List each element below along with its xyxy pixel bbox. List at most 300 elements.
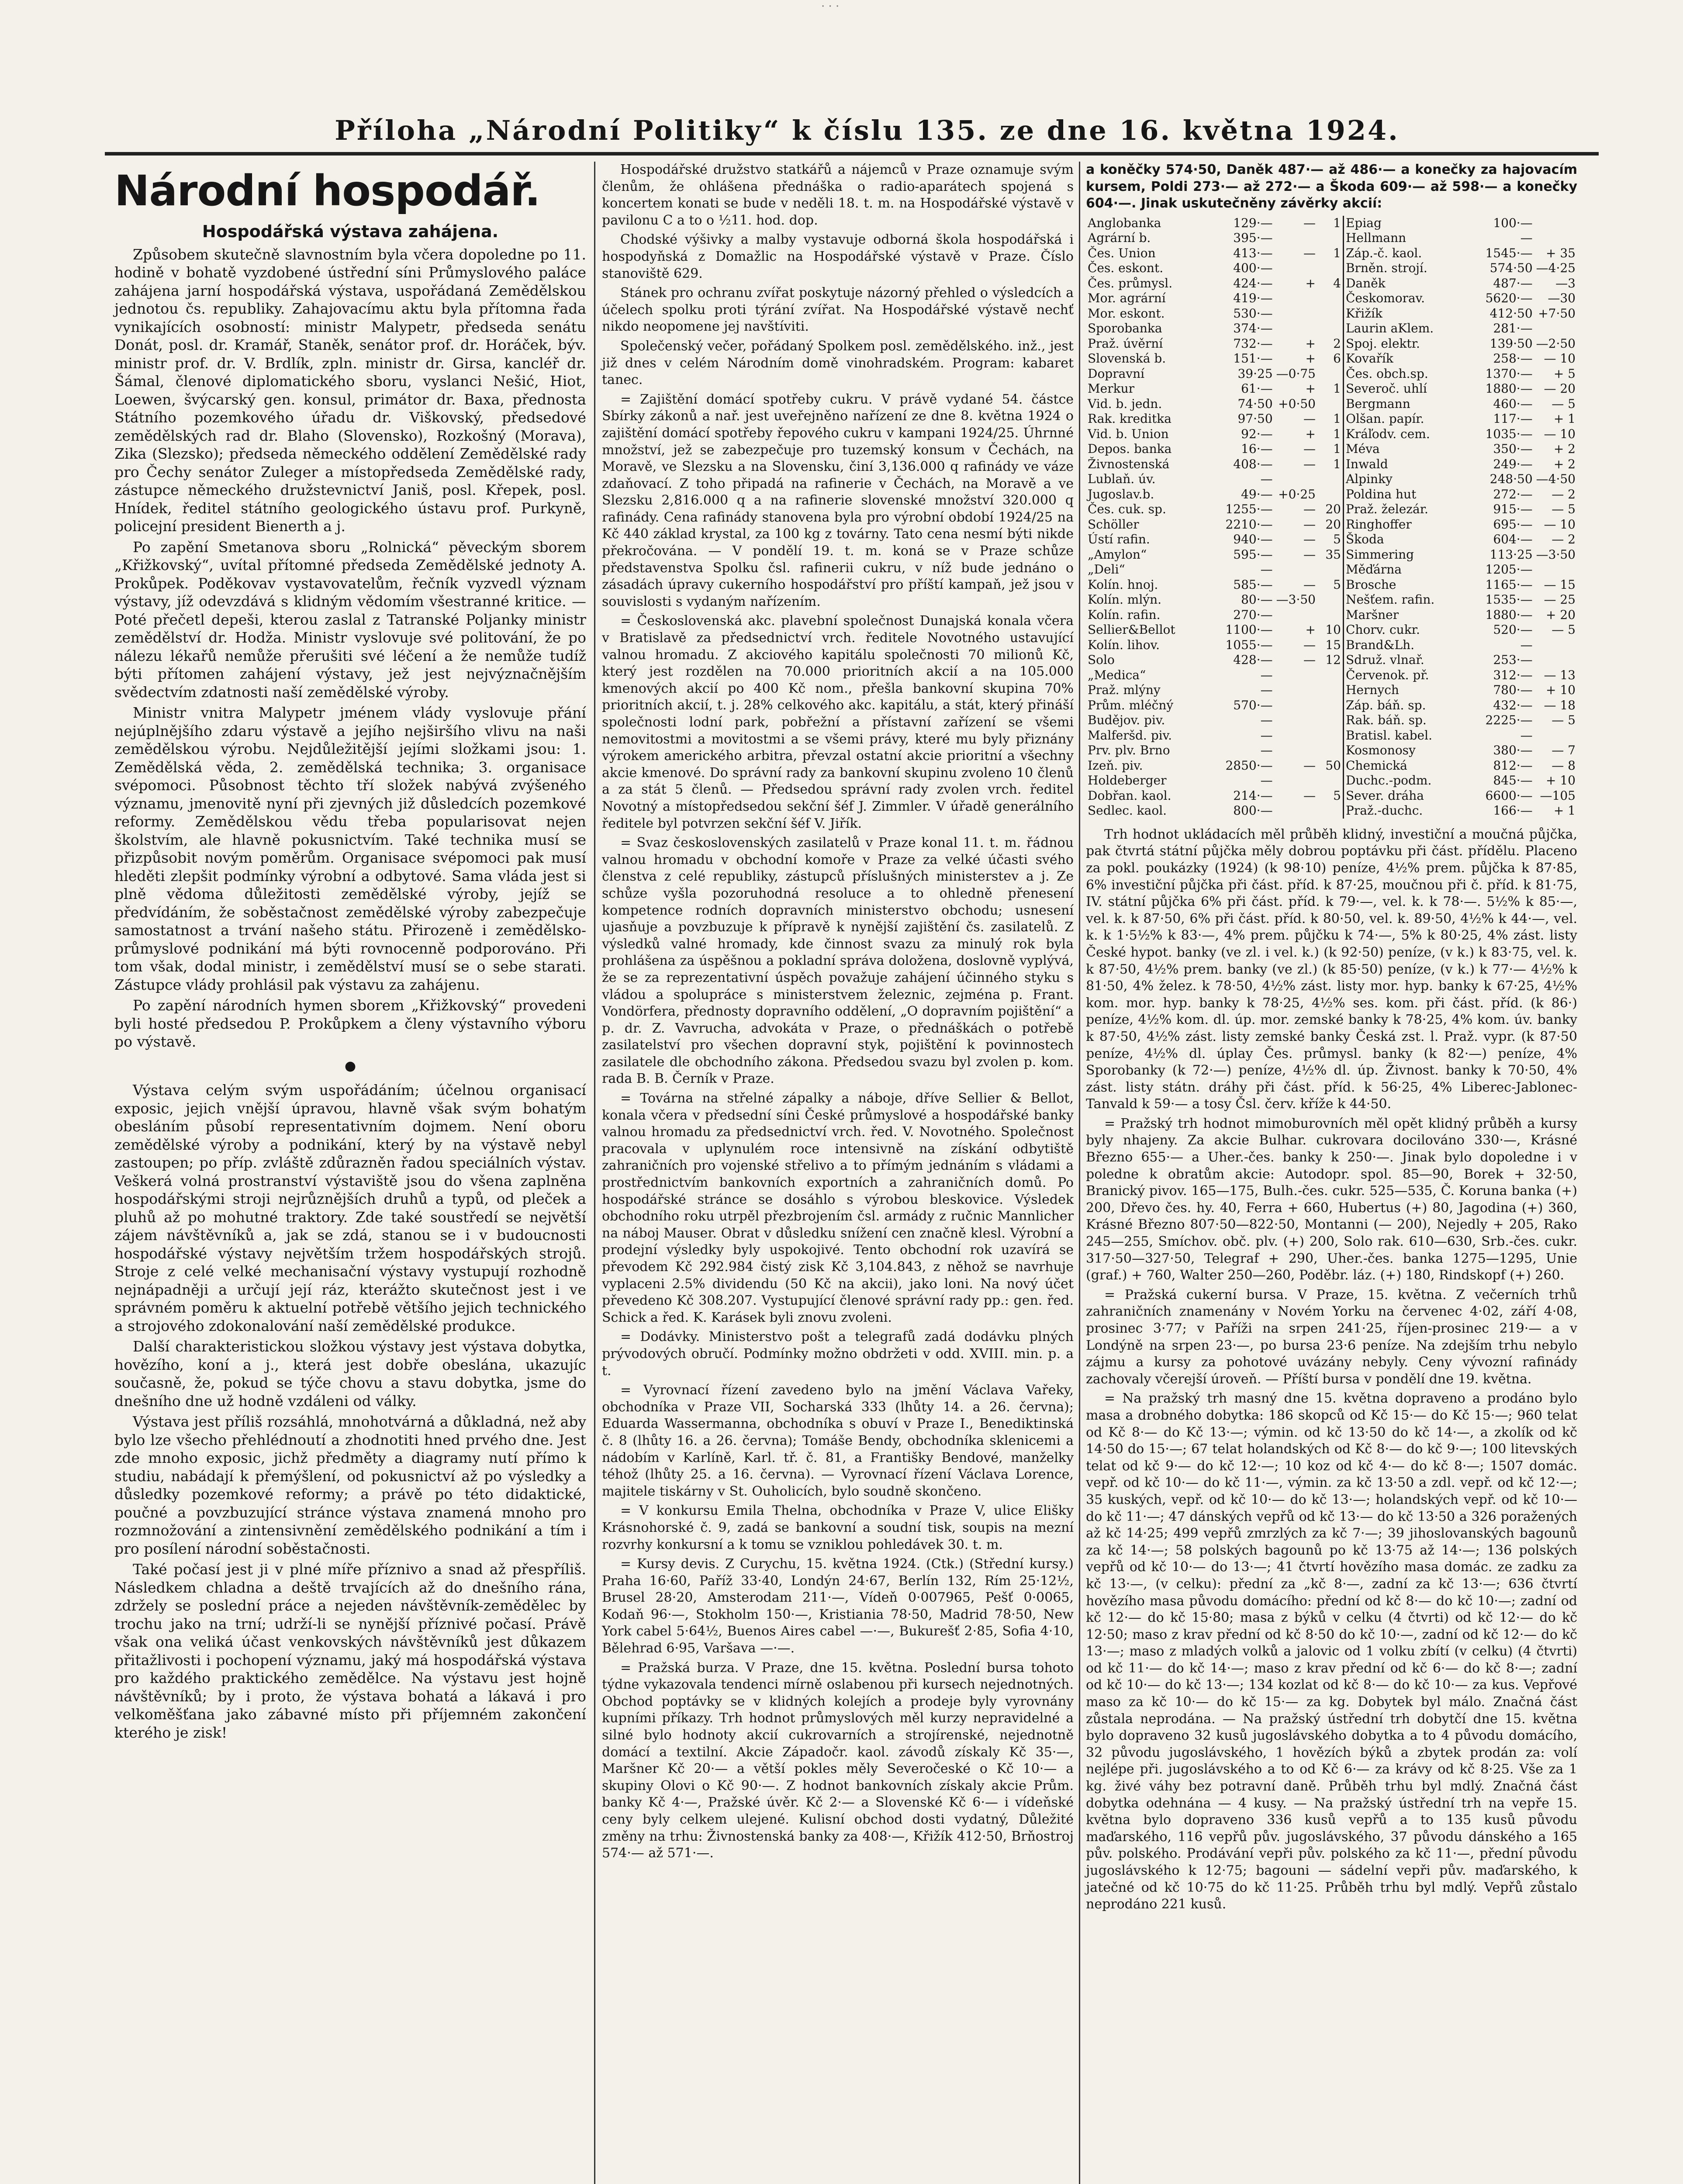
quote-row bbox=[1086, 577, 1577, 593]
quote-change-sign: — bbox=[1303, 502, 1316, 517]
quote-change-value: +7·50 bbox=[1538, 306, 1576, 321]
quote-price: — bbox=[1260, 728, 1273, 743]
quote-company-name: Měďárna bbox=[1345, 562, 1402, 577]
quote-company-name: Kovařík bbox=[1345, 351, 1393, 366]
quote-company-name: Červenok. př. bbox=[1345, 667, 1429, 682]
quote-price: 1055·— bbox=[1225, 637, 1273, 652]
quote-change-value bbox=[1317, 321, 1344, 336]
quote-company-name: Prům. mléčný bbox=[1088, 698, 1174, 712]
quote-change-value: 20 bbox=[1317, 502, 1344, 517]
quote-company-name: Daněk bbox=[1345, 276, 1386, 290]
quote-change-value bbox=[1534, 562, 1577, 577]
quote-price: 92·— bbox=[1241, 426, 1273, 441]
article-paragraph: Také počasí jest ji v plné míře příznivo a snad až přespříliš. Následkem chladna a deště trvajících až do dnešního rána, zdržely se poslední práce a nejeden návštěvník-zemědělec by trochu jako na trní; udrží-li se nynější příznivé počasí. Právě však ona veliká účast venkovských návštěvníků jest důkazem přitažlivosti i pochopení významu, jaký má hospodářská výstava pro každého praktického zemědělce. Na výstavu jest hojně návštěvníků; by i proto, že výstava bohatá a lákavá i pro velkoměšťana jako zábavné místo při příjemném zakončení kterého je zisk! bbox=[114, 1561, 586, 1741]
quote-price: 248·50 bbox=[1489, 472, 1533, 487]
quote-company-name: Maršner bbox=[1345, 607, 1399, 622]
quote-row bbox=[1086, 351, 1577, 366]
quote-company-name: Brněn. strojí. bbox=[1345, 261, 1427, 276]
quote-price: 80·— bbox=[1241, 592, 1273, 607]
quote-change-sign bbox=[1275, 803, 1317, 819]
quote-company-name: Praž.-duchc. bbox=[1345, 803, 1423, 818]
quote-change-value: — 7 bbox=[1552, 743, 1576, 758]
quote-price: 139·50 bbox=[1489, 336, 1533, 351]
quote-row bbox=[1086, 276, 1577, 291]
quote-row bbox=[1086, 381, 1577, 397]
quote-change-value bbox=[1317, 366, 1344, 382]
quote-price: 166·— bbox=[1493, 803, 1533, 818]
quote-row bbox=[1086, 743, 1577, 758]
quote-change-sign: — bbox=[1303, 637, 1316, 652]
quote-company-name: Budějov. piv. bbox=[1088, 713, 1165, 728]
quote-price: 151·— bbox=[1233, 351, 1273, 366]
quote-change-value bbox=[1317, 803, 1344, 819]
quote-change-sign: +0·50 bbox=[1278, 396, 1316, 411]
quote-company-name: Rak. báň. sp. bbox=[1345, 713, 1427, 728]
quote-company-name: Kolín. hnoj. bbox=[1088, 577, 1158, 592]
quote-price: 780·— bbox=[1493, 683, 1533, 698]
quote-company-name: Brosche bbox=[1345, 577, 1396, 592]
page-fold-mark: · · · bbox=[821, 0, 840, 13]
quote-change-value: + 1 bbox=[1553, 803, 1576, 818]
quote-row bbox=[1086, 638, 1577, 653]
quote-price: — bbox=[1260, 773, 1273, 788]
quote-change-sign: — bbox=[1303, 245, 1316, 260]
quote-price: — bbox=[1260, 713, 1273, 728]
quote-change-value bbox=[1317, 773, 1344, 788]
news-item: Hospodářské družstvo statkářů a nájemců v Praze oznamuje svým členům, že ohlášena přednáška o radio-aparátech spojená s koncertem konati se bude v neděli 18. t. m. na Hospodářské výstavě v pavilonu C a to o ½11. hod. dop. bbox=[602, 162, 1074, 228]
quote-company-name: Křižík bbox=[1345, 306, 1382, 321]
quote-price: 419·— bbox=[1233, 291, 1273, 306]
section-title: Národní hospodář. bbox=[114, 166, 540, 215]
quote-row bbox=[1086, 291, 1577, 306]
quote-price: 604·— bbox=[1493, 532, 1533, 547]
quote-row bbox=[1086, 427, 1577, 442]
quote-change-sign: — bbox=[1303, 547, 1316, 562]
quote-change-value bbox=[1317, 743, 1344, 758]
quote-company-name: Agrární b. bbox=[1088, 231, 1151, 245]
quote-company-name: Čes. cuk. sp. bbox=[1088, 502, 1166, 517]
quote-price: 258·— bbox=[1493, 351, 1533, 366]
quote-company-name: Kráľodv. cem. bbox=[1345, 426, 1430, 441]
quote-change-value bbox=[1534, 321, 1577, 336]
quote-row bbox=[1086, 442, 1577, 457]
quote-change-sign bbox=[1275, 668, 1317, 683]
quote-change-value bbox=[1317, 562, 1344, 577]
quote-change-value: + 20 bbox=[1546, 607, 1576, 622]
quote-row bbox=[1086, 397, 1577, 412]
quote-price: 915·— bbox=[1493, 502, 1533, 517]
quote-change-value: —30 bbox=[1548, 291, 1576, 306]
quote-row bbox=[1086, 336, 1577, 352]
quote-row bbox=[1086, 562, 1577, 577]
quote-change-sign bbox=[1275, 321, 1317, 336]
quote-change-value bbox=[1317, 306, 1344, 321]
quote-company-name: Olšan. papír. bbox=[1345, 411, 1424, 426]
news-item: = Zajištění domácí spotřeby cukru. V právě vydané 54. částce Sbírky zákonů a nař. jest uveřejněno nařízení ze dne 8. května 1924 o zajištění domácí spotřeby řepového cukru v kampani 1924/25. Úhrnné množství, jež se zabezpečuje pro tuzemský konsum v Čechách, na Moravě, ve Slezsku a na Slovensku, činí 3,136.000 q rafinády ve váze zdaňovací. Z toho připadá na rafinerie v Čechách, na Moravě a ve Slezsku 2,816.000 q a na rafinerie slovenské množství 320.000 q rafinády. Cena rafinády stanovena byla pro výrobní období 1924/25 na Kč 440 základ krystal, za 100 kg z továrny. Tato cena nesmí býti nikde překročována. — V pondělí 19. t. m. koná se v Praze schůze představenstva Spolku čsl. rafinerii cukru, v níž bude jednáno o zásadách úpravy cukerního hospodářství pro příští kampaň, jež jsou v souvislosti s vydaným nařízením. bbox=[602, 391, 1074, 609]
quote-change-value bbox=[1317, 291, 1344, 306]
quote-change-value bbox=[1534, 653, 1577, 668]
quote-company-name: Depos. banka bbox=[1088, 442, 1172, 456]
quote-change-value: 2 bbox=[1317, 336, 1344, 352]
quote-price: 695·— bbox=[1493, 517, 1533, 532]
quote-company-name: Čes. obch.sp. bbox=[1345, 366, 1428, 381]
column-stock-market bbox=[1086, 162, 1577, 1916]
quote-company-name: Kosmonosy bbox=[1345, 743, 1416, 758]
quote-price: 1035·— bbox=[1485, 426, 1533, 441]
quote-change-value bbox=[1317, 713, 1344, 728]
quote-row bbox=[1086, 547, 1577, 563]
article-paragraph: Další charakteristickou složkou výstavy jest výstava dobytka, hovězího, koní a j., která jest dobře obeslána, ukazujíc současně, že, pokud se týče chovu a stavu dobytka, jsme do dnešního dne už hodně vzdáleni od války. bbox=[114, 1338, 586, 1410]
quote-company-name: Simmering bbox=[1345, 547, 1414, 562]
quote-company-name: Inwald bbox=[1345, 456, 1388, 471]
quote-company-name: Sedlec. kaol. bbox=[1088, 803, 1167, 818]
quote-price: 1205·— bbox=[1485, 562, 1533, 577]
quote-price: 460·— bbox=[1493, 396, 1533, 411]
quote-price: — bbox=[1260, 667, 1273, 682]
quote-company-name: Praž. železár. bbox=[1345, 502, 1428, 517]
quote-company-name: Kolín. lihov. bbox=[1088, 637, 1160, 652]
quote-change-value: 1 bbox=[1317, 381, 1344, 397]
quote-company-name: „Medica“ bbox=[1088, 667, 1146, 682]
quote-change-value: + 5 bbox=[1553, 366, 1576, 381]
article-paragraph: Výstava celým svým uspořádáním; účelnou organisací exposic, jejich vnější úpravou, hlavně však svým bohatým obesláním působí representativním dojmem. Není oboru zemědělské výroby a podnikání, který by na výstavě nebyl zastoupen; po příp. zvláště zdůrazněn řadou speciálních výstav. Veškerá volná prostranství výstaviště jsou do všena zaplněna hospodářskými stroji nejrůznějších druhů a typů, od pleček a pluhů až po mohutné traktory. Zde také soustředí se největší zájem návštěvníků a, jak se zdá, stanou se i v budoucnosti hospodářské výstavy největším tržem hospodářských strojů. Stroje z celé velké mechanisační výstavy vystupují rozhodně nejnápadněji a určují její ráz, kterážto skutečnost jest i ve správném poměru k aktuelní potřebě většího jejich technického a strojového zdokonalování naší zemědělské produkce. bbox=[114, 1082, 586, 1334]
article-paragraph: Výstava jest příliš rozsáhlá, mnohotvárná a důkladná, než aby bylo lze všecho přehlédnoutí a zhodnotiti hned prvého dne. Jest zde mnoho exposic, jichž předměty a diagramy nutí přímo k studiu, nabádají k přemýšlení, od pokusnictví až po výsledky a důsledky pozemkové reformy; a právě po této didaktické, poučné a povzbuzující stránce výstava znamená mnoho pro rozmnožování a zintensivnění zemědělského podnikání a tím i pro posílení národní soběstačnosti. bbox=[114, 1413, 586, 1557]
quote-company-name: Poldina hut bbox=[1345, 487, 1417, 501]
quote-price: 845·— bbox=[1493, 773, 1533, 788]
quote-company-name: Holdeberger bbox=[1088, 773, 1167, 788]
quote-change-value bbox=[1534, 231, 1577, 246]
quote-company-name: Anglobanka bbox=[1088, 215, 1161, 230]
news-item: = V konkursu Emila Thelna, obchodníka v Praze V, ulice Elišky Krásnohorské č. 9, zadá se bankovní a soudní tisk, soupis na mezní rozvrhy konkursní a k tomu se vzniklou pohledávek 30. t. m. bbox=[602, 1503, 1074, 1552]
quote-change-value: 5 bbox=[1317, 577, 1344, 593]
quote-change-value: — 18 bbox=[1544, 698, 1576, 712]
quote-change-value: — 8 bbox=[1552, 758, 1576, 773]
article-headline: Hospodářská výstava zahájena. bbox=[202, 222, 499, 241]
quote-change-value bbox=[1317, 472, 1344, 487]
quote-row bbox=[1086, 668, 1577, 683]
quote-change-sign: —0·75 bbox=[1276, 366, 1316, 381]
quote-row bbox=[1086, 622, 1577, 638]
quote-price: 2225·— bbox=[1485, 713, 1533, 728]
news-item: Společenský večer, pořádaný Spolkem posl. zemědělského. inž., jest již dnes v celém Národním domě vinohradském. Program: kabaret tanec. bbox=[602, 338, 1074, 388]
quote-change-value: 5 bbox=[1317, 532, 1344, 547]
quote-change-value: 12 bbox=[1317, 653, 1344, 668]
quote-row bbox=[1086, 366, 1577, 382]
quote-change-value bbox=[1534, 216, 1577, 231]
news-item: = Československá akc. plavební společnost Dunajská konala včera v Bratislavě za předsednictví vrch. ředitele Novotného ustavující valnou hromadu. Z akciového kapitálu společnosti 70 milionů Kč, který jest rozdělen na 70.000 prioritních akcií a na 105.000 kmenových akcií po 400 Kč nom., přešla bankovní skupina 70% prioritních akcií, t. j. 28% celkového akc. kapitálu, a stát, který přináší společnosti lodní park, pobřežní a přístavní zařízení se všemi nemovitostmi a movitostmi a se všemi právy, které mu byly přiznány výrokem amerického arbitra, převzal ostatní akcie prioritní a všechny akcie kmenové. Do správní rady za bankovní skupinu zvoleno 10 členů a za stát 5 členů. — Předsedou správní rady zvolen vrch. ředitel Novotný a místopředsedou sekční šéf J. Zimmler. V úřadě generálního ředitele byl potvrzen sekční šéf V. Jiřík. bbox=[602, 613, 1074, 831]
quote-price: — bbox=[1260, 683, 1273, 698]
quote-company-name: Chorv. cukr. bbox=[1345, 622, 1420, 637]
quote-row bbox=[1086, 306, 1577, 321]
quote-change-value bbox=[1317, 231, 1344, 246]
quote-row bbox=[1086, 592, 1577, 608]
quote-change-sign bbox=[1275, 728, 1317, 743]
quote-change-value: + 35 bbox=[1546, 245, 1576, 260]
quote-row bbox=[1086, 788, 1577, 804]
quote-price: 100·— bbox=[1493, 215, 1533, 230]
quote-company-name: Čes. Union bbox=[1088, 245, 1156, 260]
quote-change-value: + 1 bbox=[1553, 411, 1576, 426]
quote-change-value: 6 bbox=[1317, 351, 1344, 366]
quote-price: 1255·— bbox=[1225, 502, 1273, 517]
quote-company-name: Merkur bbox=[1088, 381, 1135, 396]
quote-company-name: Lublaň. úv. bbox=[1088, 472, 1156, 487]
quote-company-name: Ringhoffer bbox=[1345, 517, 1412, 532]
quote-company-name: Hellmann bbox=[1345, 231, 1407, 245]
quote-change-sign: — bbox=[1303, 788, 1316, 803]
quote-price: 520·— bbox=[1493, 622, 1533, 637]
quote-change-value: — 13 bbox=[1544, 667, 1576, 682]
quote-company-name: Dopravní bbox=[1088, 366, 1145, 381]
market-report: = Pražská cukerní bursa. V Praze, 15. května. Z večerních trhů zahraničních znamenány v Novém Yorku na červenec 4·02, září 4·08, prosinec 3·77; v Paříži na srpen 241·25, říjen-prosinec 219·— a v Londýně na srpen 23·—, po bursa 23·6 peníze. Na zdejším trhu nebylo zájmu a kursy za pohotové uvázány nebyly. Ceny vývozní rafinády zachovaly včerejší úroveň. — Příští bursa v pondělí dne 19. května. bbox=[1086, 1287, 1577, 1387]
quote-change-sign bbox=[1275, 608, 1317, 623]
quote-change-sign: — bbox=[1303, 215, 1316, 230]
quote-company-name: Duchc.-podm. bbox=[1345, 773, 1432, 788]
quote-change-sign bbox=[1275, 698, 1317, 713]
masthead-rule bbox=[105, 152, 1599, 156]
quote-company-name: Alpinky bbox=[1345, 472, 1393, 487]
quote-price: 570·— bbox=[1233, 698, 1273, 712]
quote-price: 428·— bbox=[1233, 653, 1273, 667]
quote-price: 2850·— bbox=[1225, 758, 1273, 773]
quote-company-name: Schöller bbox=[1088, 517, 1139, 532]
quote-change-sign: —3·50 bbox=[1276, 592, 1316, 607]
quote-row bbox=[1086, 216, 1577, 231]
quote-company-name: Praž. úvěrní bbox=[1088, 336, 1163, 351]
quote-company-name: Sdruž. vlnař. bbox=[1345, 653, 1424, 667]
quote-company-name: Severoč. uhlí bbox=[1345, 381, 1427, 396]
quote-change-value: — 2 bbox=[1552, 532, 1576, 547]
quote-company-name: Škoda bbox=[1345, 532, 1384, 547]
quote-company-name: Mor. agrární bbox=[1088, 291, 1166, 306]
quote-change-sign: + bbox=[1305, 426, 1316, 441]
quote-price: 940·— bbox=[1233, 532, 1273, 547]
quote-change-sign: — bbox=[1303, 532, 1316, 547]
quote-row bbox=[1086, 261, 1577, 276]
quote-change-sign: + bbox=[1305, 622, 1316, 637]
quote-change-sign bbox=[1275, 472, 1317, 487]
quote-change-value: — 15 bbox=[1544, 577, 1576, 592]
quote-change-value: — 5 bbox=[1552, 622, 1576, 637]
quote-change-value: — 5 bbox=[1552, 396, 1576, 411]
quote-change-value bbox=[1317, 668, 1344, 683]
quote-price: 1100·— bbox=[1225, 622, 1273, 637]
quote-change-value: 20 bbox=[1317, 517, 1344, 532]
column-news-items bbox=[602, 162, 1074, 1865]
quote-price: 800·— bbox=[1233, 803, 1273, 818]
quote-price: 270·— bbox=[1233, 607, 1273, 622]
quote-change-value: — 5 bbox=[1552, 502, 1576, 517]
quote-price: 5620·— bbox=[1485, 291, 1533, 306]
quote-change-value bbox=[1317, 487, 1344, 502]
quote-change-value: 1 bbox=[1317, 457, 1344, 472]
quote-price: 374·— bbox=[1233, 321, 1273, 336]
quote-change-value: —3·50 bbox=[1536, 547, 1576, 562]
quote-company-name: Českomorav. bbox=[1345, 291, 1425, 306]
quote-row bbox=[1086, 532, 1577, 547]
quote-company-name: Sever. dráha bbox=[1345, 788, 1424, 803]
quote-price: 395·— bbox=[1233, 231, 1273, 245]
quote-change-value: 1 bbox=[1317, 411, 1344, 427]
quote-change-sign bbox=[1275, 683, 1317, 698]
quote-company-name: Čes. eskont. bbox=[1088, 261, 1164, 276]
quote-row bbox=[1086, 773, 1577, 788]
quote-price: — bbox=[1260, 472, 1273, 487]
quote-price: 380·— bbox=[1493, 743, 1533, 758]
quote-company-name: Mor. eskont. bbox=[1088, 306, 1165, 321]
quote-price: 812·— bbox=[1493, 758, 1533, 773]
quote-change-value: + 2 bbox=[1553, 456, 1576, 471]
quote-change-sign bbox=[1275, 713, 1317, 728]
quote-change-sign bbox=[1275, 231, 1317, 246]
quote-change-value bbox=[1317, 698, 1344, 713]
quote-change-value bbox=[1317, 397, 1344, 412]
quote-company-name: Záp. báň. sp. bbox=[1345, 698, 1426, 712]
article-paragraph: Způsobem skutečně slavnostním byla včera dopoledne po 11. hodině v bohatě vyzdobené ústřední síni Průmyslového paláce zahájena jarní hospodářská výstava, uspořádaná Zemědělskou jednotou čs. republiky. Zahajovacímu aktu byla přítomna řada vynikajících osobností: ministr Malypetr, předseda senátu Donát, posl. dr. Kramář, Staněk, senátor prof. dr. Horáček, býv. ministr prof. dr. V. Brdlík, zpln. ministr dr. Girsa, kancléř dr. Šámal, členové diplomatického sboru, vyslanci Nešić, Hiot, Loewen, švýcarský gen. konsul, primátor dr. Baxa, přednosta Státního pozemkového úřadu dr. Viškovský, předsedové zemědělských rad dr. Blaho (Slovensko), Rozkošný (Morava), Zika (Slezsko); předseda německého oddělení Zemědělské rady pro Čechy senátor Zuleger a místopředseda Zemědělské rady, zástupce německého družstevnictví Janiš, posl. Křepek, posl. Hnídek, ředitel státního geologického ústavu prof. Purkyně, policejní president Bienerth a j. bbox=[114, 245, 586, 535]
quote-price: 97·50 bbox=[1237, 411, 1273, 426]
quote-price: 49·— bbox=[1241, 487, 1273, 501]
quote-price: 1545·— bbox=[1485, 245, 1533, 260]
quote-change-sign: + bbox=[1305, 381, 1316, 396]
quote-change-value: 1 bbox=[1317, 246, 1344, 261]
column-divider-1 bbox=[594, 162, 595, 2184]
quote-change-value: 5 bbox=[1317, 788, 1344, 804]
quote-price: 312·— bbox=[1493, 667, 1533, 682]
quote-price: 1370·— bbox=[1485, 366, 1533, 381]
quote-change-sign: — bbox=[1303, 577, 1316, 592]
quote-price: 1165·— bbox=[1485, 577, 1533, 592]
quote-company-name: Solo bbox=[1088, 653, 1115, 667]
quote-change-sign: — bbox=[1303, 411, 1316, 426]
quote-price: 408·— bbox=[1233, 456, 1273, 471]
news-item: = Pražská burza. V Praze, dne 15. května. Poslední bursa tohoto týdne vykazovala tendenci mírně oslabenou při kursech nejednotných. Obchod poptávky se v klidných kolejích a prodeje byly vyrovnány kupními příkazy. Trh hodnot průmyslových měl kurzy nepravidelné a silné bylo hodnoty akcií cukrovarních a strojírenské, nejednotně domácí a textilní. Akcie Západočr. kaol. závodů získaly Kč 35·—, Maršner Kč 20·— a větší pokles měly Severočeské o Kč 10·— a skupiny Olovi o Kč 90·—. Z hodnot bankovních získaly akcie Prům. banky Kč 4·—, Pražské úvěr. Kč 2·— a Slovenské Kč 6·— i vídeňské ceny byly celkem ulejené. Kulisní obchod dosti vydatný, Důležité změny na trhu: Živnostenská banky za 408·—, Křižík 412·50, Brňostroj 574·— až 571·—. bbox=[602, 1660, 1074, 1861]
section-separator: ● bbox=[344, 1058, 356, 1074]
quote-change-sign bbox=[1275, 306, 1317, 321]
quote-change-value: — 10 bbox=[1544, 426, 1576, 441]
market-report: = Pražský trh hodnot mimoburovních měl opět klidný průběh a kursy byly nhajeny. Za akcie Bulhar. cukrovara docilováno 330·—, Krásné Březno 655·— a Uher.-čes. banky k 250·—. Jinak bylo dopoledne i v poledne k obratům akcie: Autodopr. spol. 85—90, Borek + 32·50, Branický pivov. 165—175, Bulh.-čes. cukr. 525—535, Č. Koruna banka (+) 200, Dřevo čes. hy. 40, Ferra + 660, Hubertus (+) 80, Jagodina (+) 360, Krásné Březno 807·50—822·50, Montanni (— 200), Nejedly + 205, Rako 245—255, Smíchov. obč. plv. (+) 200, Solo rak. 610—630, Srb.-čes. cukr. 317·50—327·50, Telegraf + 290, Uher.-čes. banka 1275—1295, Unie (graf.) + 760, Walter 250—260, Poděbr. láz. (+) 180, Rindskopf (+) 260. bbox=[1086, 1116, 1577, 1283]
quote-row bbox=[1086, 803, 1577, 819]
quote-company-name: Bergmann bbox=[1345, 396, 1410, 411]
quote-price: 2210·— bbox=[1225, 517, 1273, 532]
quote-price: 272·— bbox=[1493, 487, 1533, 501]
quote-company-name: Sporobanka bbox=[1088, 321, 1162, 336]
quote-price: 432·— bbox=[1493, 698, 1533, 712]
quote-price: 129·— bbox=[1233, 215, 1273, 230]
quote-company-name: Praž. mlýny bbox=[1088, 683, 1161, 698]
quote-row bbox=[1086, 608, 1577, 623]
quote-row bbox=[1086, 231, 1577, 246]
quote-change-value: 50 bbox=[1317, 758, 1344, 774]
quote-change-sign bbox=[1275, 261, 1317, 276]
quote-company-name: Kolín. mlýn. bbox=[1088, 592, 1162, 607]
news-item: = Továrna na střelné zápalky a náboje, dříve Sellier & Bellot, konala včera v předsední síni České průmyslové a hospodářské banky valnou hromadu za předsednictví vrch. řed. V. Novotného. Společnost pracovala v uplynulém roce intensivně na získání odbytiště zahraničních pro vojenské střelivo a to přímým jednáním s vládami a prostřednictvím bankovních exportních a zahraničních domů. Po hospodářské stránce se dosáhlo s výrobou bleskovice. Výsledek obchodního roku utrpěl přezbrojením čsl. armády z ručnic Mannlicher na náboj Mauser. Obrat v důsledku snížení cen značně klesl. Výrobní a prodejní výsledky byly uspokojivé. Tento obchodní rok uzavírá se převodem Kč 292.984 čistý zisk Kč 3,104.843, z něhož se navrhuje vyplaceni 2.5% dividendu (50 Kč na akcii), jako loni. Na nový účet převedeno Kč 308.207. Vystupující členové správní rady pp.: gen. řed. Schick a řed. K. Karásek byli znovu zvoleni. bbox=[602, 1091, 1074, 1325]
quote-change-sign: +0·25 bbox=[1278, 487, 1316, 501]
quote-change-sign: + bbox=[1305, 336, 1316, 351]
quote-row bbox=[1086, 517, 1577, 532]
quote-company-name: Vid. b. Union bbox=[1088, 426, 1169, 441]
quote-price: 61·— bbox=[1241, 381, 1273, 396]
quote-company-name: Izeň. piv. bbox=[1088, 758, 1143, 773]
quote-price: — bbox=[1260, 562, 1273, 577]
quote-row bbox=[1086, 728, 1577, 743]
quote-company-name: Brand&Lh. bbox=[1345, 637, 1415, 652]
quote-company-name: „Amylon“ bbox=[1088, 547, 1147, 562]
quote-price: 39·25 bbox=[1237, 366, 1273, 381]
column-national-economist bbox=[114, 162, 586, 1744]
quote-change-sign: — bbox=[1303, 442, 1316, 456]
quote-change-value: —4·50 bbox=[1536, 472, 1576, 487]
article-paragraph: Po zapění Smetanova sboru „Rolnická“ pěveckým sborem „Křižkovský“, uvítal přítomné předseda Zemědělské jednoty A. Prokůpek. Poděkovav vystavovatelům, řečník vyzvedl význam výstavy, jíž odevzdává s klidným vědomím všestranné kritice. — Poté přečetl depeši, kterou zaslal z Tatranské Poljanky ministr zemědělství dr. Hodža. Ministr vyslovuje své politování, že po nálezu lékařů nemůže přerušiti své léčení a že nemůže tudíž býti přítomen zahájení výstavy, jež jest nejvýznačnějším svědectvím zdatnosti naší zemědělské výroby. bbox=[114, 538, 586, 701]
news-item: = Vyrovnací řízení zavedeno bylo na jmění Václava Vařeky, obchodníka v Praze VII, Socharská 333 (lhůty 14. a 26. června); Eduarda Wassermanna, obchodníka s obuví v Praze I., Benediktinská č. 8 (lhůty 16. a 26. června); Tomáše Bendy, obchodníka sklenicemi a nádobím v Karlíně, Karl. tř. č. 81, a Františky Bendové, manželky téhož (lhůty 25. a 16. června). — Vyrovnací řízení Václava Lorence, majitele tiskárny v St. Ouholicích, bylo soudně skončeno. bbox=[602, 1382, 1074, 1499]
quote-change-value: + 2 bbox=[1553, 442, 1576, 456]
quote-row bbox=[1086, 502, 1577, 517]
quote-price: 253·— bbox=[1493, 653, 1533, 667]
quote-change-value: 1 bbox=[1317, 216, 1344, 231]
quote-change-value: — 2 bbox=[1552, 487, 1576, 501]
quote-change-sign: — bbox=[1303, 517, 1316, 532]
market-report: = Na pražský trh masný dne 15. května dopraveno a prodáno bylo masa a drobného dobytka: 186 skopců od Kč 15·— do Kč 15·—; 960 telat od Kč 8·— do Kč 13·—; výmin. od kč 13·50 do kč 14·—, a zkolík od kč 14·50 do 15·—; 67 telat holandských od Kč 8·— do kč 9·—; 100 litevských telat od kč 9·— do kč 12·—; 10 koz od kč 4·— do kč 8·—; 1507 domác. vepř. od kč 10·— do kč 11·—, výmin. za kč 13·50 a zdl. vepř. od kč 12·—; 35 kuských, vepř. od kč 10·— do kč 13·—; holandských vepř. od kč 10·— do kč 11·—; 47 dánských vepřů od kč 13·— do kč 13·50 a 326 poražených až kč 14·25; 499 vepřů zmrzlých za kč 7·—; 39 jihoslovanských bagounů za kč 14·—; 58 polských bagounů po kč 13·75 až 14·—; 136 polských vepřů od kč 10·— do 13·—; 41 čtvrtí hovězího masa domác. ze zadku za kč 13·—, (v celku): přední za „kč 8·—, zadní za kč 13·—; 636 čtvrtí hovězího masa původu domácího: přední od kč 8·— do kč 10·—; zadní od kč 12·— do kč 15·80; masa z býků v celku (4 čtvrti) od kč 12·— do kč 12·50; maso z krav přední od kč 8·50 do kč 10·—, zadní od kč 12·— do kč 13·—; maso z mladých volků a jalovic od 1 volku zbítí (v celku) (4 čtvrti) od kč 11·— do kč 14·—; maso z krav přední od kč 6·— do kč 8·—; zadní od kč 10·— do kč 13·—; 134 kozlat od kč 8·— do kč 10·— za kus. Vepřové maso za kč 10·— do kč 15·— za kg. Dobytek byl málo. Značná část zůstala neprodána. — Na pražský ústřední trh dobytčí dne 15. května bylo dopraveno 32 kusů jugoslávského dobytka a to 4 původu domácího, 32 původu jugoslávského, 1 hovězích býků a zbytek prodán za: volí nejlépe při. jugoslávského a to od Kč 6·— za krávy od kč 8·25. Vše za 1 kg. živé váhy bez potravní daně. Průběh trhu byl mdlý. Značná část dobytka odehnána — 4 kusy. — Na pražský ústřední trh na vepře 15. května bylo dopraveno 336 kusů vepřů a to 135 kusů původu maďarského, 116 vepřů pův. jugoslávského, 37 původu dánského a 165 pův. polského. Prodávání vepři pův. polského za kč 11·—, přední původu jugoslávského k 12·75; bagouni — sádelní vepři pův. maďarského, k jatečné od kč 10·75 do kč 11·25. Průběh trhu byl mdlý. Vepřů zůstalo neprodáno 221 kusů. bbox=[1086, 1391, 1577, 1912]
quote-company-name: Méva bbox=[1345, 442, 1380, 456]
quote-change-sign: + bbox=[1305, 351, 1316, 366]
quote-change-value: —2·50 bbox=[1536, 336, 1576, 351]
quote-change-sign bbox=[1275, 291, 1317, 306]
quote-price: 214·— bbox=[1233, 788, 1273, 803]
quote-company-name: Bratisl. kabel. bbox=[1345, 728, 1432, 743]
quote-change-value: 4 bbox=[1317, 276, 1344, 291]
quote-row bbox=[1086, 411, 1577, 427]
market-report: Trh hodnot ukládacích měl průběh klidný, investiční a moučná půjčka, pak čtvrtá státní půjčka měly dobrou poptávku při část. přídělu. Placeno za pokl. poukázky (1924) (k 98·10) peníze, 4½% prem. půjčka k 87·85, 6% investiční půjčka při část. příd. k 87·25, moučnou při č. příd. k 81·75, IV. státní půjčka 6% při část. příd. k 79·—, vel. k. k 78·—. 5½% k 85·—, vel. k. k 87·50, 6% při část. příd. k 80·50, vel. k. 89·50, 4½% k 44·—, vel. k. k 1·5½% k 83·—, 4% prem. půjčku k 74·—, 5% k 80·25, 4% zást. listy České hypot. banky (ve zl. i vel. k.) (k 92·50) peníze, (v k.) k 83·75, vel. k. k 87·50, 4½% prem. banky (ve zl.) (k 85·50) peníze, (v k.) k 77·— 4½% k 81·50, 4% želez. k 78·50, 4½% zást. listy mor. hyp. banky k 67·25, 4½% kom. mor. hyp. banky k 78·25, 4½% ses. kom. při část. příd. (k 86·) peníze, 4½% kom. dl. úp. mor. zemské banky k 78·25, 4% kom. úv. banky k 87·50, 4½% zást. listy zemské banky Česká zst. l. Praž. vypr. (k 87·50 peníze, 4½% dl. úplay Čes. průmysl. banky (k 82·—) peníze, 4% Sporobanky (k 72·—) peníze, 4½% dl. úp. Živnost. banky k 70·50, 4% zást. listy státn. dráhy při část. příd. k 56·25, 4% Liberec-Jablonec-Tanvald k 59·— a tosy Čsl. červ. kříže k 44·50. bbox=[1086, 826, 1577, 1112]
stock-quotes-table bbox=[1086, 216, 1577, 819]
quote-price: 6600·— bbox=[1485, 788, 1533, 803]
quote-change-value bbox=[1317, 728, 1344, 743]
quote-company-name: Slovenská b. bbox=[1088, 351, 1166, 366]
quote-company-name: Jugoslav.b. bbox=[1088, 487, 1154, 501]
news-item: = Dodávky. Ministerstvo pošt a telegrafů zadá dodávku plných prývodových obručí. Podmínky možno obdržeti v odd. XVIII. min. p. a t. bbox=[602, 1329, 1074, 1379]
quote-change-sign: — bbox=[1303, 653, 1316, 667]
quote-price: 595·— bbox=[1233, 547, 1273, 562]
quote-company-name: Vid. b. jedn. bbox=[1088, 396, 1162, 411]
quote-company-name: Chemická bbox=[1345, 758, 1407, 773]
quote-change-value: 1 bbox=[1317, 442, 1344, 457]
quote-change-value bbox=[1317, 608, 1344, 623]
quote-row bbox=[1086, 487, 1577, 502]
quote-company-name: Sellier&Bellot bbox=[1088, 622, 1175, 637]
quote-price: 117·— bbox=[1493, 411, 1533, 426]
quote-row bbox=[1086, 758, 1577, 774]
news-item: = Svaz československých zasilatelů v Praze konal 11. t. m. řádnou valnou hromadu v obchodní komoře v Praze za velké účasti svého členstva z celé republiky, zástupců příslušných ministerstev a j. Ze schůze vyšla pozoruhodná resoluce a to ohledně přenesení kompetence rodních dopravních ministerstvo obchodu; usnesení ujasňuje a povzbuzuje k přípravě k nynější zajištění čs. zasilatelů. Z výsledků valné hromady, kde činnost svazu za minulý rok byla prohlášena za úspěšnou a pokladní správa doložena, doslovně vyplývá, že se za reprezentativní úspěch považuje zahájení účinného styku s vládou a spolupráce s ministerstvem železnic, zejména p. Frant. Vondörfera, přednosty dopravního oddělení, „O dopravním pojištění“ a p. dr. Z. Vavrucha, advokáta v Praze, o přednáškách o potřebě zasilatelství pro všechen dopravní styk, pojištění k povinnostech zasilatele dle obchodního zákona. Předsedou svazu byl zvolen p. kom. rada B. B. Černík v Praze. bbox=[602, 835, 1074, 1087]
quote-company-name: Čes. průmysl. bbox=[1088, 276, 1173, 290]
quote-change-value bbox=[1534, 728, 1577, 743]
quote-row bbox=[1086, 321, 1577, 336]
quote-price: 249·— bbox=[1493, 456, 1533, 471]
quote-company-name: Záp.-č. kaol. bbox=[1345, 245, 1422, 260]
quote-price: 281·— bbox=[1493, 321, 1533, 336]
quote-row bbox=[1086, 472, 1577, 487]
quote-row bbox=[1086, 683, 1577, 698]
quote-company-name: Epiag bbox=[1345, 215, 1382, 230]
quote-price: 113·25 bbox=[1489, 547, 1533, 562]
column-divider-2 bbox=[1079, 162, 1080, 2184]
quote-row bbox=[1086, 457, 1577, 472]
quotes-intro: a koněčky 574·50, Daněk 487·— až 486·— a konečky za hajovacím kursem, Poldi 273·— až 272·— a Škoda 609·— až 598·— a konečky 604·—. Jinak uskutečněny závěrky akcií: bbox=[1086, 162, 1577, 211]
quote-change-value: 1 bbox=[1317, 427, 1344, 442]
quote-price: — bbox=[1260, 743, 1273, 758]
quote-company-name: Malferšd. piv. bbox=[1088, 728, 1172, 743]
quote-price: — bbox=[1520, 231, 1533, 245]
quote-row bbox=[1086, 246, 1577, 261]
quote-row bbox=[1086, 653, 1577, 668]
quote-company-name: „Deli“ bbox=[1088, 562, 1125, 577]
